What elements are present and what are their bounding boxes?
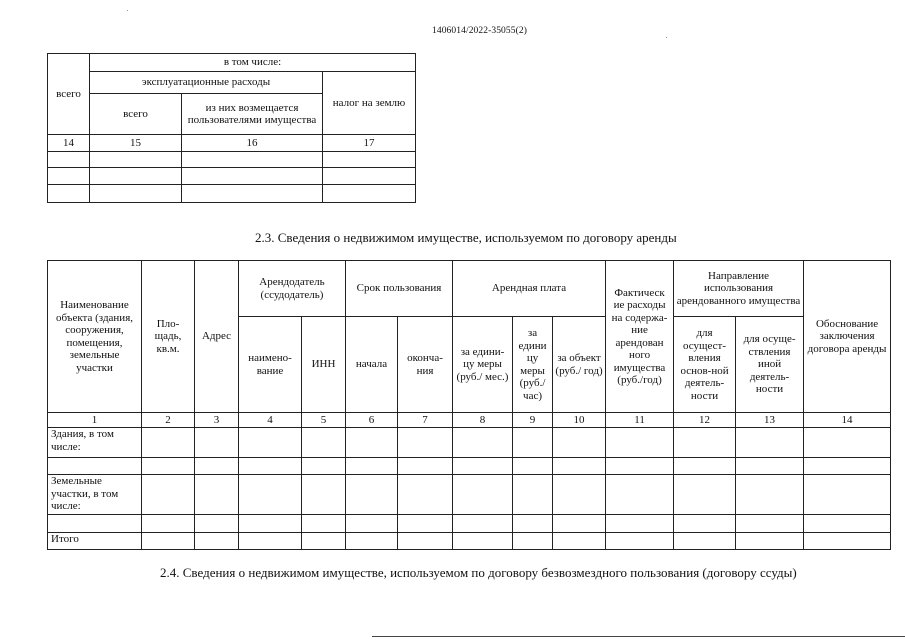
col-number: 2 (142, 413, 195, 428)
col-number: 1 (48, 413, 142, 428)
row-label-buildings: Здания, в том числе: (48, 428, 142, 458)
table-lease (47, 260, 891, 550)
col-number: 12 (674, 413, 736, 428)
table-row (48, 168, 416, 185)
header-start: начала (346, 317, 398, 413)
header-end: оконча-ния (398, 317, 453, 413)
section-heading-2-3: 2.3. Сведения о недвижимом имуществе, используемом по договору аренды (255, 230, 677, 245)
col-number: 17 (323, 135, 416, 152)
scan-speck (127, 10, 128, 11)
row-label-land: Земельные участки, в том числе: (48, 475, 142, 515)
table-row (48, 475, 891, 515)
page-bottom-rule (372, 636, 905, 637)
header-operating-expenses: эксплуатационные расходы (90, 72, 323, 94)
col-number: 4 (239, 413, 302, 428)
header-term: Срок пользования (346, 261, 453, 317)
col-number: 5 (302, 413, 346, 428)
header-justification: Обоснование заключения договора аренды (804, 261, 891, 413)
header-op-total: всего (90, 94, 182, 135)
col-number: 11 (606, 413, 674, 428)
header-direction-other: для осуще-ствления иной деятель-ности (736, 317, 804, 413)
col-number: 7 (398, 413, 453, 428)
col-number: 3 (195, 413, 239, 428)
header-inn: ИНН (302, 317, 346, 413)
table-row (48, 152, 416, 168)
header-including: в том числе: (90, 54, 416, 72)
header-op-reimbursed: из них возмещается пользователями имущества (182, 94, 323, 135)
section-heading-2-4: 2.4. Сведения о недвижимом имуществе, используемом по договору безвозмездного пользования (договору ссуды) (160, 565, 797, 580)
row-label-total: Итого (48, 533, 142, 550)
header-lessor-name: наимено-вание (239, 317, 302, 413)
header-land-tax: налог на землю (323, 72, 416, 135)
table-operating-expenses (47, 53, 416, 203)
header-total: всего (48, 54, 90, 135)
col-number: 13 (736, 413, 804, 428)
col-number: 8 (453, 413, 513, 428)
header-address: Адрес (195, 261, 239, 413)
header-lessor: Арендодатель (ссудодатель) (239, 261, 346, 317)
document-number: 1406014/2022-35055(2) (432, 26, 527, 36)
table-row (48, 185, 416, 203)
header-rent-unit-hour: за едини цу меры (руб./ час) (513, 317, 553, 413)
header-object-name: Наименование объекта (здания, сооружения, помещения, земельные участки (48, 261, 142, 413)
col-number: 14 (804, 413, 891, 428)
header-rent: Арендная плата (453, 261, 606, 317)
col-number: 16 (182, 135, 323, 152)
header-direction-main: для осущест-вления основ-ной деятель-ности (674, 317, 736, 413)
col-number: 10 (553, 413, 606, 428)
header-actual-expenses: Фактическ ие расходы на содержа-ние арендован ного имущества (руб./год) (606, 261, 674, 413)
table-row (48, 533, 891, 550)
header-area: Пло-щадь, кв.м. (142, 261, 195, 413)
col-number: 6 (346, 413, 398, 428)
col-number: 9 (513, 413, 553, 428)
scan-speck (666, 37, 667, 38)
col-number: 15 (90, 135, 182, 152)
header-rent-object: за объект (руб./ год) (553, 317, 606, 413)
table-row (48, 515, 891, 533)
table-row (48, 428, 891, 458)
table-row (48, 458, 891, 475)
header-direction: Направление использования арендованного имущества (674, 261, 804, 317)
header-rent-unit-month: за едини-цу меры (руб./ мес.) (453, 317, 513, 413)
col-number: 14 (48, 135, 90, 152)
